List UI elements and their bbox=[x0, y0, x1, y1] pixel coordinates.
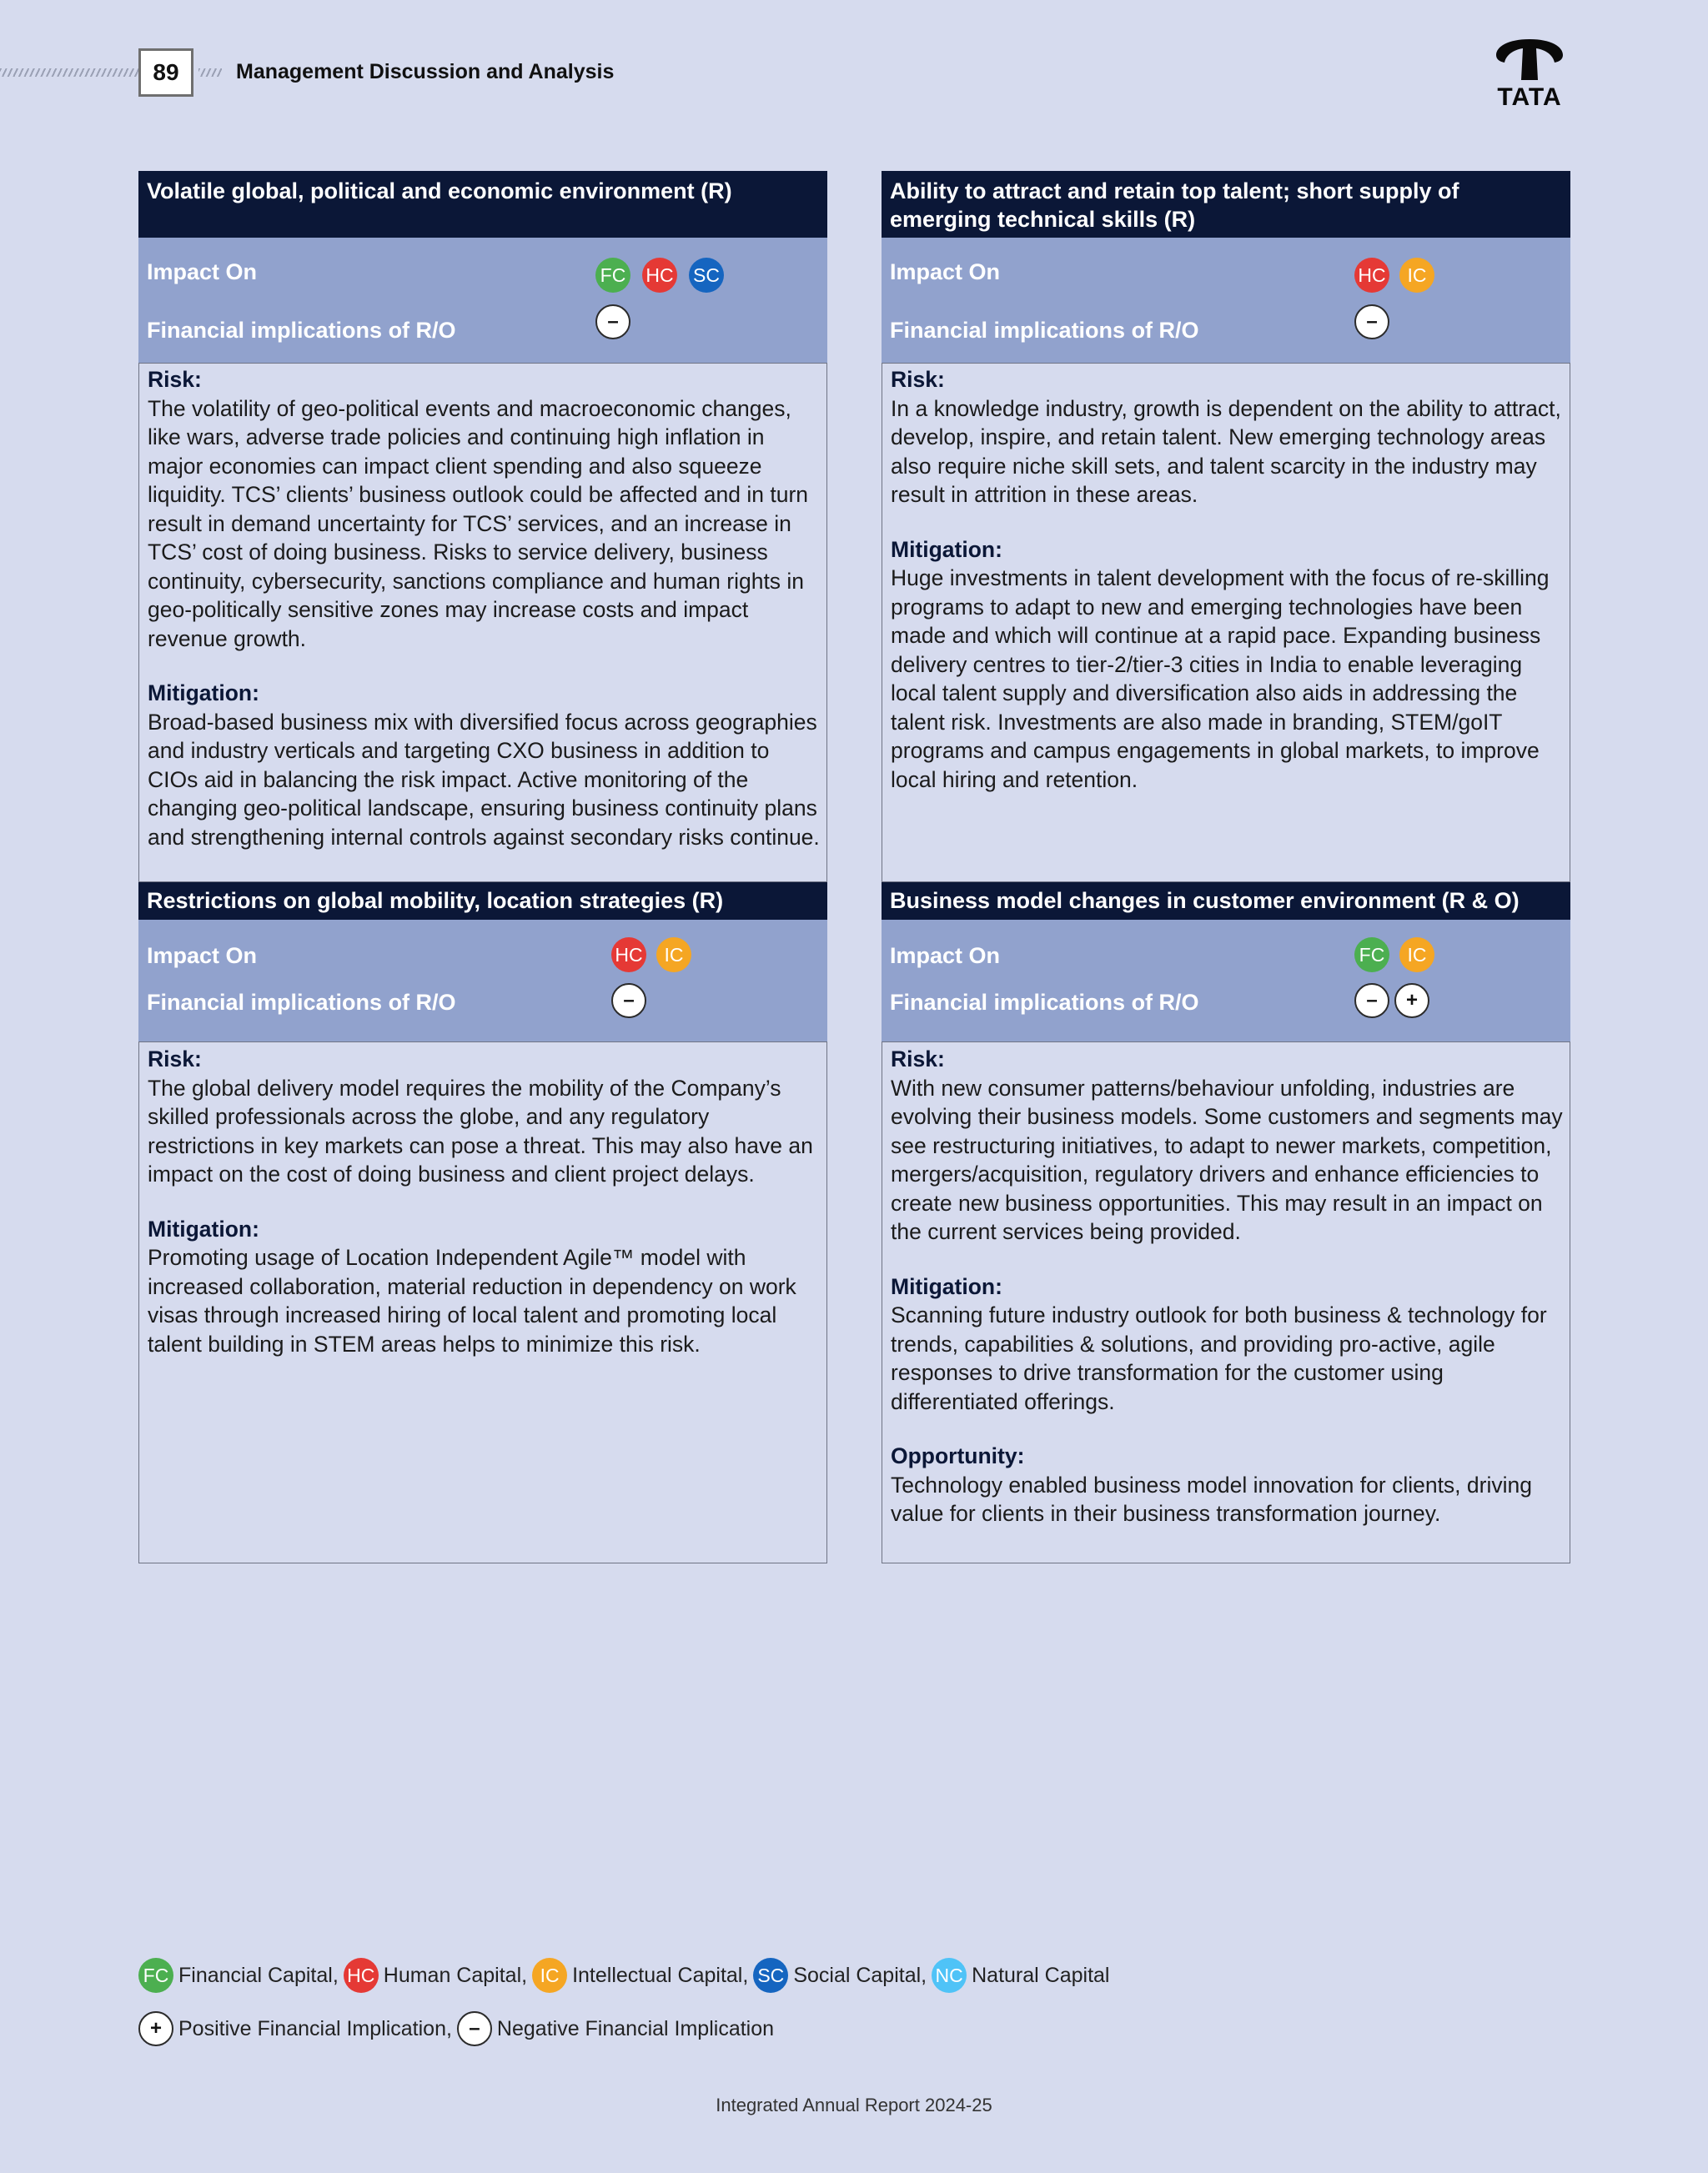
mitigation-text: Huge investments in talent development with the focus of re-skilling programs to adapt to new and emerging technologies have been made and which will continue at a rapid pace. Expanding business delivery centres to tier-2/tier-3 cities in India to enable leveraging local talent supply and diversification also aids in addressing the talent risk. Investments are also made in branding, STEM/goIT programs and campus engagements in global markets, to improve local hiring and retention. bbox=[891, 565, 1550, 792]
legend-label: Positive Financial Implication, bbox=[178, 2016, 452, 2040]
risk-heading: Risk: bbox=[891, 1046, 945, 1071]
financial-implications-label: Financial implications of R/O bbox=[890, 990, 1199, 1015]
legend-implications bbox=[138, 2011, 779, 2046]
ic-badge: IC bbox=[656, 937, 691, 972]
card-title: Volatile global, political and economic environment (R) bbox=[138, 171, 827, 238]
page-number: 89 bbox=[138, 48, 193, 97]
risk-heading: Risk: bbox=[891, 367, 945, 392]
mitigation-heading: Mitigation: bbox=[148, 1216, 259, 1242]
impact-badges bbox=[1354, 937, 1434, 972]
positive-implication-icon: + bbox=[138, 2011, 173, 2046]
financial-implications-label: Financial implications of R/O bbox=[890, 318, 1199, 343]
card-content bbox=[148, 365, 821, 851]
implication-badges bbox=[1354, 983, 1429, 1018]
tata-emblem-icon bbox=[1489, 37, 1570, 83]
implication-badges bbox=[595, 304, 630, 339]
impact-band bbox=[882, 238, 1570, 363]
opportunity-heading: Opportunity: bbox=[891, 1443, 1025, 1468]
risk-text: In a knowledge industry, growth is dependent on the ability to attract, develop, inspire, and retain talent. New emerging technology areas also require niche skill sets, and talent scarcity in the industry may result in attrition in these areas. bbox=[891, 395, 1561, 507]
legend-capitals bbox=[138, 1958, 1114, 1993]
fc-badge: FC bbox=[1354, 937, 1389, 972]
page-footer: Integrated Annual Report 2024-25 bbox=[716, 2095, 992, 2115]
fc-badge: FC bbox=[595, 258, 630, 293]
legend-item bbox=[932, 1958, 1109, 1993]
impact-on-label: Impact On bbox=[890, 943, 1001, 968]
negative-implication-icon: – bbox=[595, 304, 630, 339]
positive-implication-icon: + bbox=[1394, 983, 1429, 1018]
legend-item bbox=[457, 2011, 774, 2046]
negative-implication-icon: – bbox=[1354, 983, 1389, 1018]
legend-label: Negative Financial Implication bbox=[496, 2016, 775, 2040]
card-content bbox=[891, 365, 1564, 794]
tata-logo bbox=[1489, 37, 1570, 112]
header-decoration bbox=[198, 68, 222, 77]
mitigation-heading: Mitigation: bbox=[148, 680, 259, 705]
ic-badge: IC bbox=[1399, 937, 1434, 972]
implication-badges bbox=[1354, 304, 1389, 339]
section-title: Management Discussion and Analysis bbox=[236, 60, 615, 83]
impact-band bbox=[138, 238, 827, 363]
impact-badges bbox=[1354, 258, 1434, 293]
legend-item bbox=[138, 2011, 452, 2046]
legend-label: Financial Capital, bbox=[178, 1963, 339, 1987]
risk-card-geopolitical bbox=[138, 171, 827, 882]
logo-wordmark: TATA bbox=[1497, 83, 1562, 111]
financial-implications-label: Financial implications of R/O bbox=[147, 990, 456, 1015]
impact-band bbox=[882, 920, 1570, 1041]
card-title: Ability to attract and retain top talent; short supply of emerging technical skills (R) bbox=[882, 171, 1570, 238]
legend-item bbox=[532, 1958, 748, 1993]
risk-text: The volatility of geo-political events and macroeconomic changes, like wars, adverse trade policies and continuing high inflation in major economies can impact client spending and also squeeze liquidity. TCS’ clients’ business outlook could be affected and in turn result in demand uncertainty for TCS’ services, and an increase in TCS’ cost of doing business. Risks to service delivery, business continuity, cybersecurity, sanctions compliance and human rights in geo-politically sensitive zones may increase costs and impact revenue growth. bbox=[148, 395, 809, 651]
ic-badge: IC bbox=[532, 1958, 567, 1993]
card-title: Restrictions on global mobility, location strategies (R) bbox=[138, 882, 827, 920]
card-content bbox=[891, 1045, 1564, 1528]
negative-implication-icon: – bbox=[1354, 304, 1389, 339]
card-content bbox=[148, 1045, 821, 1358]
fc-badge: FC bbox=[138, 1958, 173, 1993]
legend-item bbox=[753, 1958, 927, 1993]
risk-card-mobility bbox=[138, 882, 827, 1563]
impact-band bbox=[138, 920, 827, 1041]
risk-card-talent bbox=[882, 171, 1570, 882]
impact-on-label: Impact On bbox=[147, 943, 258, 968]
risk-text: With new consumer patterns/behaviour unfolding, industries are evolving their business models. Some customers and segments may see restructuring initiatives, to adapt to newer markets, competition, mergers/acquisition, regulatory drivers and enhance efficiencies to create new business opportunities. This may result in an impact on the current services being provided. bbox=[891, 1075, 1563, 1244]
legend-label: Human Capital, bbox=[383, 1963, 528, 1987]
risk-heading: Risk: bbox=[148, 367, 202, 392]
card-title: Business model changes in customer environment (R & O) bbox=[882, 882, 1570, 920]
risk-text: The global delivery model requires the mobility of the Company’s skilled professionals across the globe, and any regulatory restrictions in key markets can pose a threat. This may also have an impact on the cost of doing business and client project delays. bbox=[148, 1075, 813, 1187]
impact-badges bbox=[595, 258, 724, 293]
legend-item bbox=[344, 1958, 527, 1993]
header-decoration bbox=[0, 68, 138, 77]
hc-badge: HC bbox=[1354, 258, 1389, 293]
implication-badges bbox=[611, 983, 646, 1018]
sc-badge: SC bbox=[753, 1958, 788, 1993]
risk-card-business-model bbox=[882, 882, 1570, 1563]
financial-implications-label: Financial implications of R/O bbox=[147, 318, 456, 343]
legend-item bbox=[138, 1958, 339, 1993]
impact-on-label: Impact On bbox=[890, 259, 1001, 284]
nc-badge: NC bbox=[932, 1958, 967, 1993]
mitigation-text: Scanning future industry outlook for both business & technology for trends, capabilities & solutions, and providing pro-active, agile responses to drive transformation for the customer using differentiated offerings. bbox=[891, 1302, 1547, 1414]
impact-badges bbox=[611, 937, 691, 972]
legend-label: Intellectual Capital, bbox=[572, 1963, 749, 1987]
mitigation-heading: Mitigation: bbox=[891, 1273, 1002, 1299]
mitigation-text: Promoting usage of Location Independent Agile™ model with increased collaboration, material reduction in dependency on work visas through increased hiring of local talent and promoting local talent building in STEM areas helps to minimize this risk. bbox=[148, 1245, 796, 1357]
negative-implication-icon: – bbox=[611, 983, 646, 1018]
mitigation-text: Broad-based business mix with diversified focus across geographies and industry verticals and targeting CXO business in addition to CIOs aid in balancing the risk impact. Active monitoring of the changing geo-political landscape, ensuring business continuity plans and strengthening internal controls against secondary risks continue. bbox=[148, 709, 820, 850]
risk-heading: Risk: bbox=[148, 1046, 202, 1071]
hc-badge: HC bbox=[344, 1958, 379, 1993]
negative-implication-icon: – bbox=[457, 2011, 492, 2046]
ic-badge: IC bbox=[1399, 258, 1434, 293]
hc-badge: HC bbox=[642, 258, 677, 293]
legend-label: Natural Capital bbox=[972, 1963, 1110, 1987]
hc-badge: HC bbox=[611, 937, 646, 972]
impact-on-label: Impact On bbox=[147, 259, 258, 284]
mitigation-heading: Mitigation: bbox=[891, 536, 1002, 562]
legend-label: Social Capital, bbox=[793, 1963, 927, 1987]
opportunity-text: Technology enabled business model innovation for clients, driving value for clients in their business transformation journey. bbox=[891, 1472, 1532, 1526]
sc-badge: SC bbox=[689, 258, 724, 293]
